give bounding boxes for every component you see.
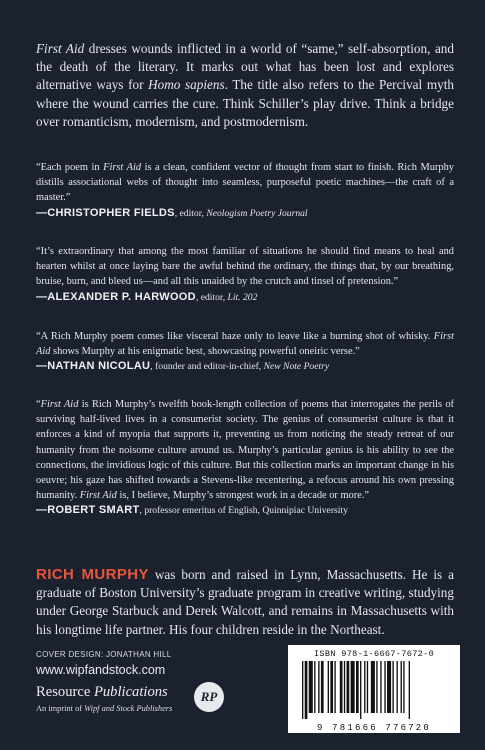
- barcode-bar: [340, 661, 343, 713]
- barcode-bar: [321, 661, 324, 713]
- blurb-attribution: —ALEXANDER P. HARWOOD, editor, Lit. 202: [36, 290, 258, 303]
- barcode-bar: [367, 661, 368, 713]
- barcode-bar: [344, 661, 345, 713]
- imprint-line: An imprint of Wipf and Stock Publishers: [36, 704, 173, 713]
- isbn-number: ISBN 978-1-6667-7672-0: [313, 649, 435, 659]
- blurb-text: “First Aid is Rich Murphy’s twelfth book-length collection of poems that interrogates the perils of surviving half-lived lives in a consumerist society. The genius of consumerist culture is that it enforces a kind of myopia that supports it, preventing us from noticing the steady retreat of our humanity from the noisome culture around us. Murphy’s particular genius is his ability to see the connections, the invidious logic of this culture. But this collection marks an important change in his oeuvre; his gaze has shifted towards a Stevens-like recentering, a refocus around his own pressing humanity. First Aid is, I believe, Murphy’s strongest work in a decade or more.”: [36, 399, 454, 502]
- barcode-bar: [351, 661, 355, 713]
- barcode-bar: [376, 661, 377, 713]
- blurb-text: “Each poem in First Aid is a clean, confident vector of thought from start to finish. Rich Murphy distills associational webs of thought into seamless, purposeful poetic machines—the craft of a master.”: [36, 162, 454, 204]
- blurb-nicolau: [36, 329, 454, 374]
- barcode-bar: [397, 661, 398, 713]
- isbn-barcode: [288, 645, 460, 733]
- blurb-fields: [36, 160, 454, 221]
- blurb-harwood: [36, 244, 454, 305]
- barcode-bar: [401, 661, 402, 713]
- blurb-attribution: —ROBERT SMART, professor emeritus of English, Quinnipiac University: [36, 504, 348, 517]
- barcode-bar: [314, 661, 315, 713]
- publisher-logo-icon: RP: [194, 682, 224, 712]
- barcode-bar: [380, 661, 381, 713]
- barcode-bar: [364, 661, 365, 713]
- intro-italic: Homo sapiens: [148, 77, 225, 93]
- barcode-bar: [347, 661, 350, 713]
- barcode-bar: [305, 661, 308, 719]
- barcode-bar: [409, 661, 410, 719]
- blurb-smart: [36, 397, 454, 518]
- blurb-text: “A Rich Murphy poem comes like visceral haze only to leave like a burning shot of whisky. First Aid shows Murphy at his enigmatic best, showcasing powerful oneiric verse.”: [36, 331, 454, 358]
- intro-paragraph: [36, 40, 454, 131]
- bio-text: was born and raised in Lynn, Massachusetts. He is a graduate of Boston University’s graduate program in creative writing, studying under George Starbuck and Derek Walcott, and remains in Massachusetts with his longtime life partner. His four children reside in the Northeast.: [36, 567, 454, 637]
- barcode-bar: [309, 661, 313, 713]
- barcode-bar: [318, 661, 319, 713]
- barcode-bar: [328, 661, 329, 713]
- barcode-icon: [294, 661, 454, 719]
- barcode-bar: [356, 661, 359, 713]
- barcode-bar: [392, 661, 393, 713]
- book-title: First Aid: [36, 41, 85, 56]
- barcode-bar: [302, 661, 303, 719]
- blurb-text: “It’s extraordinary that among the most familiar of situations he should find means to heal and hearten whilst at once laying bare the awful behind the ordinary, the things that, by our breathing, bruise, burn, and bleed us—and all this unaided by the crutch and tinsel of pretension.”: [36, 246, 454, 288]
- barcode-bar: [384, 661, 385, 713]
- intro-text-end: . The title also refers to the Percival myth where the wound carries the cure. Think Schiller’s play drive. Think a bridge over romanticism, modernism, and postmodernism.: [36, 77, 454, 129]
- barcode-bar: [387, 661, 391, 713]
- blurb-attribution: —CHRISTOPHER FIELDS, editor, Neologism Poetry Journal: [36, 206, 308, 219]
- cover-design-credit: COVER DESIGN: JONATHAN HILL: [36, 650, 172, 659]
- publisher-url[interactable]: www.wipfandstock.com: [36, 663, 166, 677]
- publisher-name: Resource Publications: [36, 684, 168, 700]
- barcode-bar: [360, 661, 361, 719]
- barcode-bar: [403, 661, 404, 713]
- barcode-bar: [330, 661, 333, 713]
- author-name: RICH MURPHY: [36, 566, 149, 583]
- author-bio: [36, 566, 454, 639]
- barcode-bar: [371, 661, 375, 713]
- blurb-attribution: —NATHAN NICOLAU, founder and editor-in-chief, New Note Poetry: [36, 360, 330, 373]
- barcode-bar: [334, 661, 335, 713]
- intro-text: dresses wounds inflicted in a world of “same,” self-absorption, and the death of the literary. It marks out what has been lost and explores alternative ways for: [36, 41, 454, 93]
- barcode-digits: 9 781666 776720: [316, 723, 431, 733]
